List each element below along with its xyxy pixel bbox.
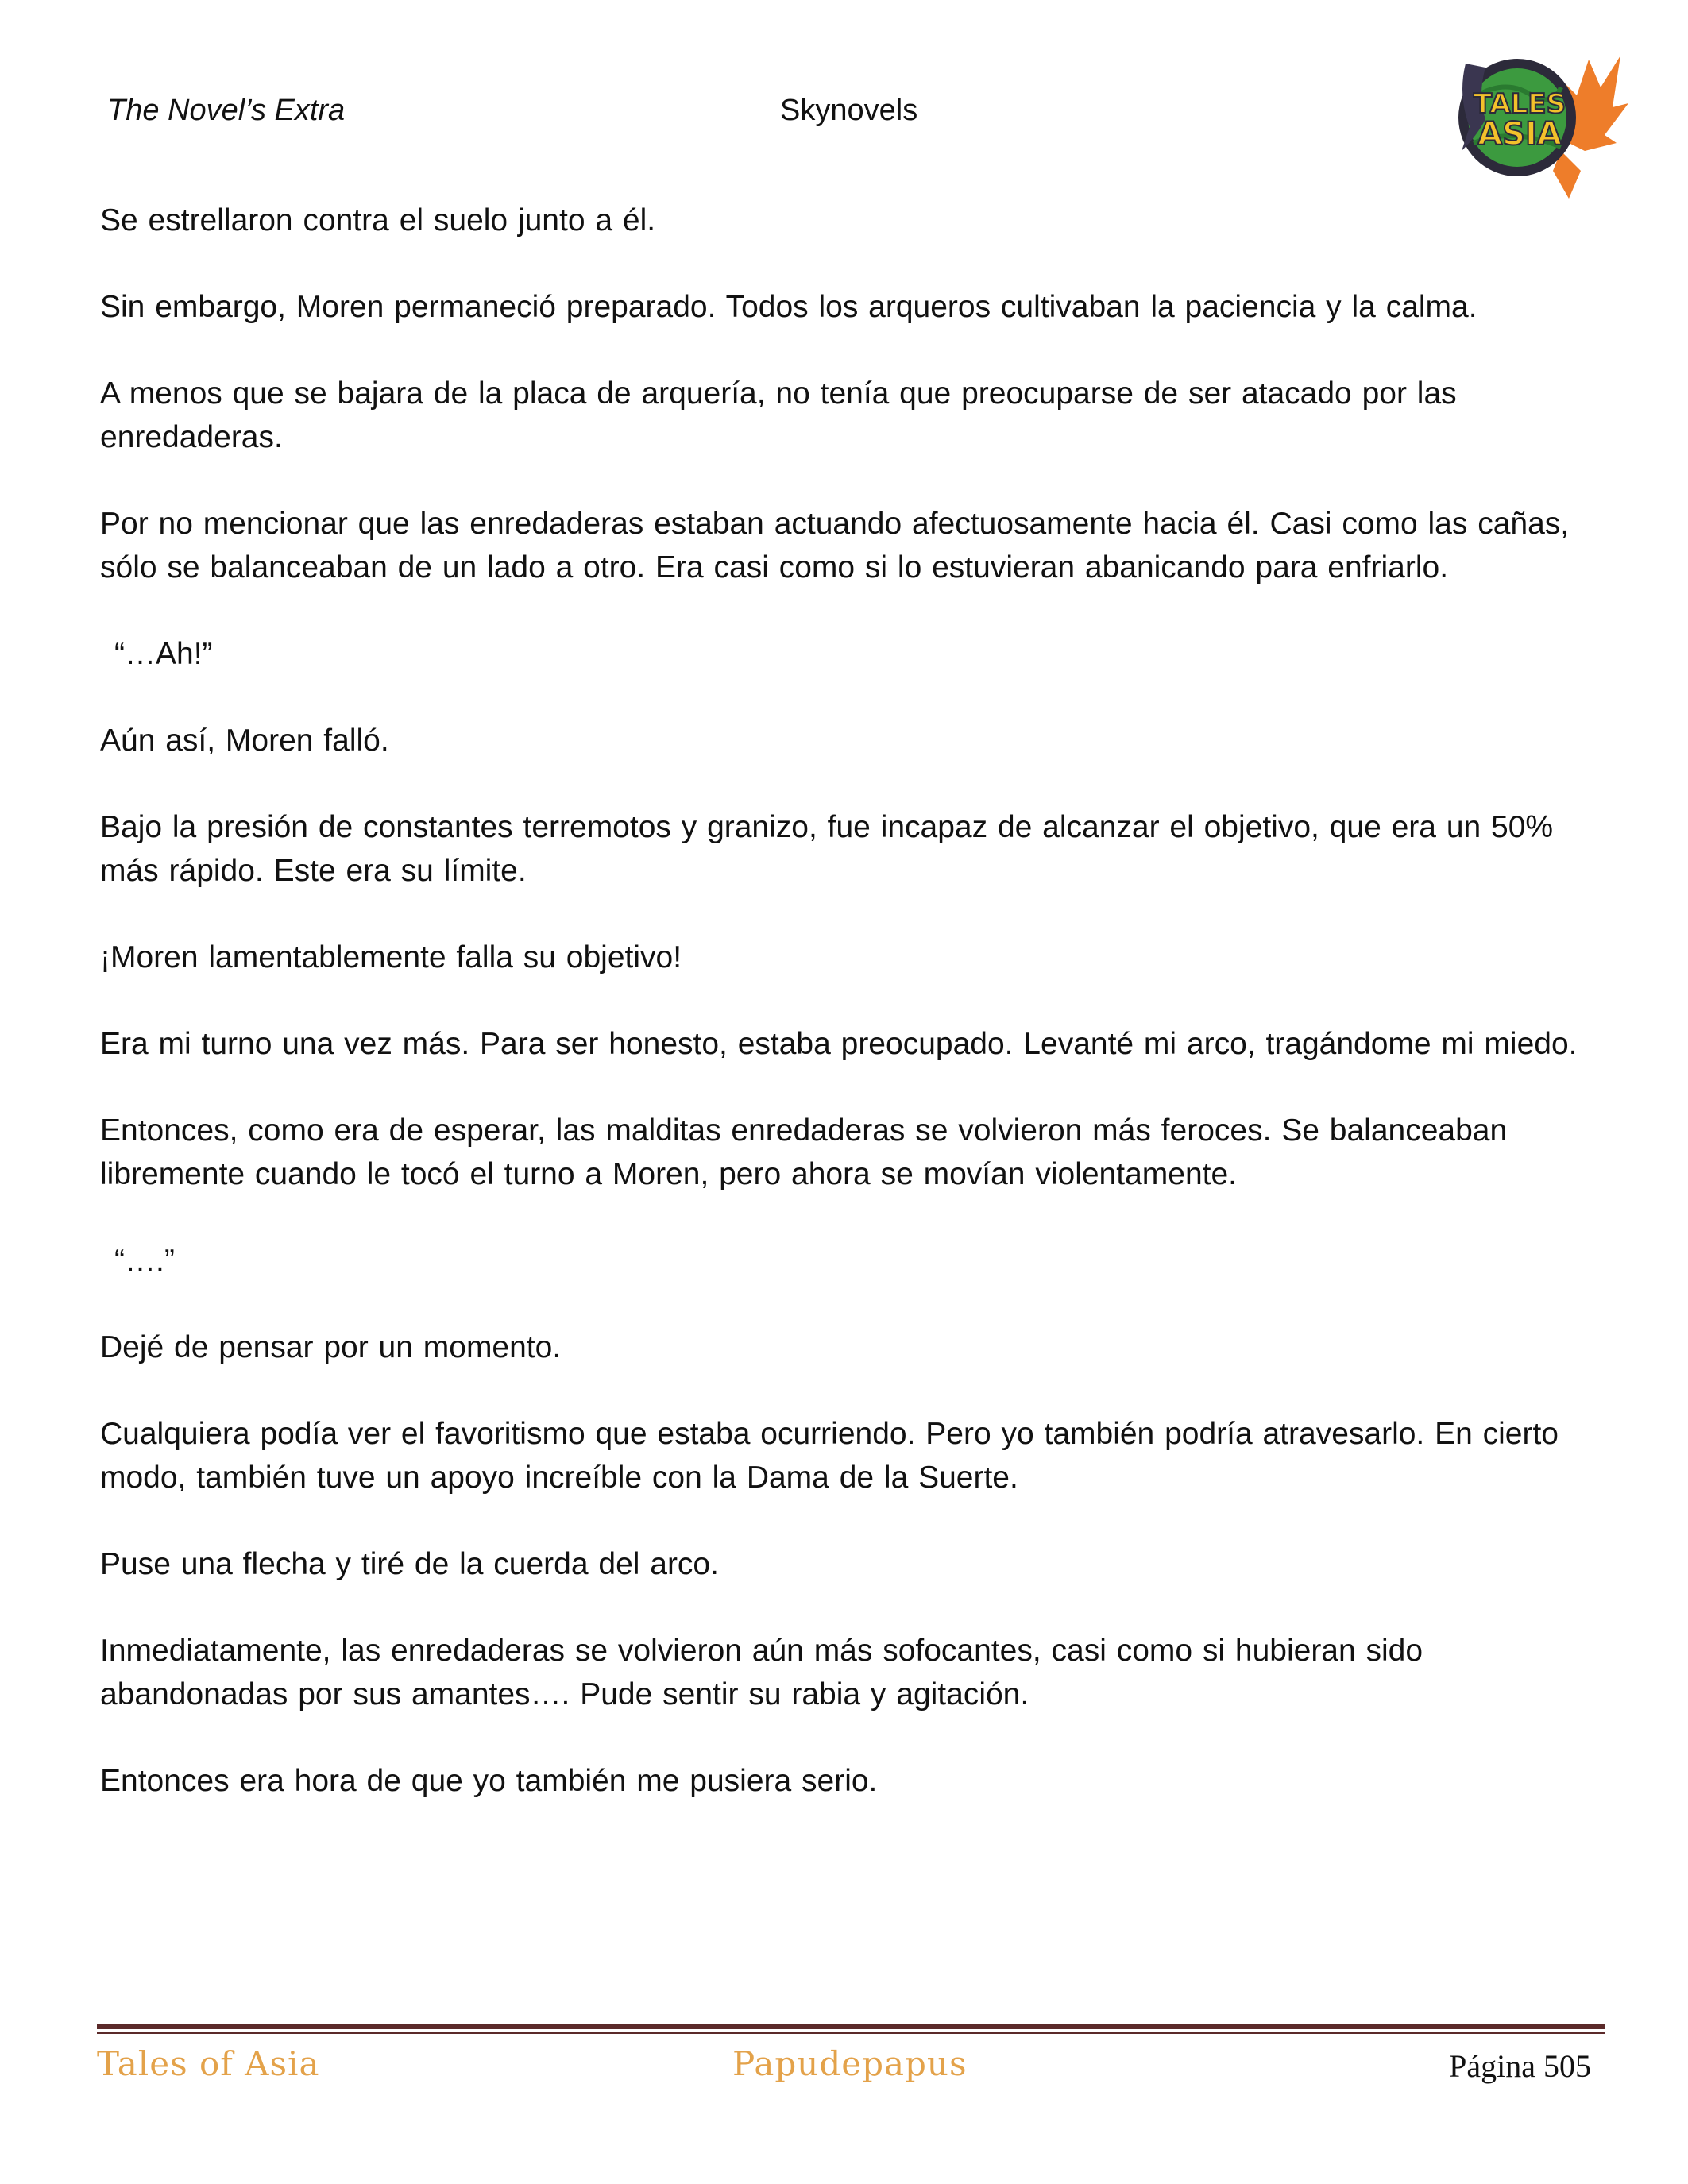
paragraph: Inmediatamente, las enredaderas se volvieron aún más sofocantes, casi como si hubieran sido abandonadas por sus amantes…. Pude sentir su rabia y agitación. (100, 1634, 1423, 1711)
paragraph: Aún así, Moren falló. (100, 723, 389, 758)
tales-of-asia-logo (1442, 32, 1628, 203)
book-title: The Novel’s Extra (107, 94, 346, 127)
paragraph: A menos que se bajara de la placa de arquería, no tenía que preocuparse de ser atacado por las enredaderas. (100, 376, 1457, 454)
paragraph: Entonces, como era de esperar, las malditas enredaderas se volvieron más feroces. Se balanceaban libremente cuando le tocó el turno a Moren, pero ahora se movían violentamente. (100, 1113, 1508, 1191)
dialogue-line: “….” (114, 1244, 175, 1278)
paragraph: Entonces era hora de que yo también me pusiera serio. (100, 1764, 878, 1798)
paragraph: Se estrellaron contra el suelo junto a él. (100, 203, 656, 237)
paragraph: Dejé de pensar por un momento. (100, 1330, 562, 1364)
paragraph: Cualquiera podía ver el favoritismo que estaba ocurriendo. Pero yo también podría atravesarlo. En cierto modo, también tuve un apoyo increíble con la Dama de la Suerte. (100, 1417, 1559, 1495)
chapter-body (100, 199, 1593, 1846)
logo-text-line1: TALES (1473, 88, 1566, 120)
dialogue-line: “…Ah!” (114, 637, 213, 671)
paragraph: ¡Moren lamentablemente falla su objetivo! (100, 940, 682, 974)
site-name: Skynovels (780, 94, 918, 127)
page-number: Página 505 (1449, 2048, 1591, 2084)
footer-divider-thin (97, 2032, 1605, 2034)
paragraph: Bajo la presión de constantes terremotos y granizo, fue incapaz de alcanzar el objetivo, que era un 50% más rápido. Este era su límite. (100, 810, 1554, 888)
footer-divider (97, 2024, 1605, 2029)
paragraph: Sin embargo, Moren permaneció preparado. Todos los arqueros cultivaban la paciencia y la calma. (100, 290, 1477, 324)
paragraph: Era mi turno una vez más. Para ser honesto, estaba preocupado. Levanté mi arco, tragándome mi miedo. (100, 1027, 1578, 1061)
logo-text-line2: ASIA (1477, 116, 1562, 152)
paragraph: Por no mencionar que las enredaderas estaban actuando afectuosamente hacia él. Casi como las cañas, sólo se balanceaban de un lado a otro. Era casi como si lo estuvieran abanicando para enfriarlo. (100, 507, 1570, 585)
footer-translator: Papudepapus (732, 2044, 968, 2083)
footer-publisher: Tales of Asia (97, 2044, 320, 2083)
paragraph: Puse una flecha y tiré de la cuerda del arco. (100, 1547, 719, 1581)
